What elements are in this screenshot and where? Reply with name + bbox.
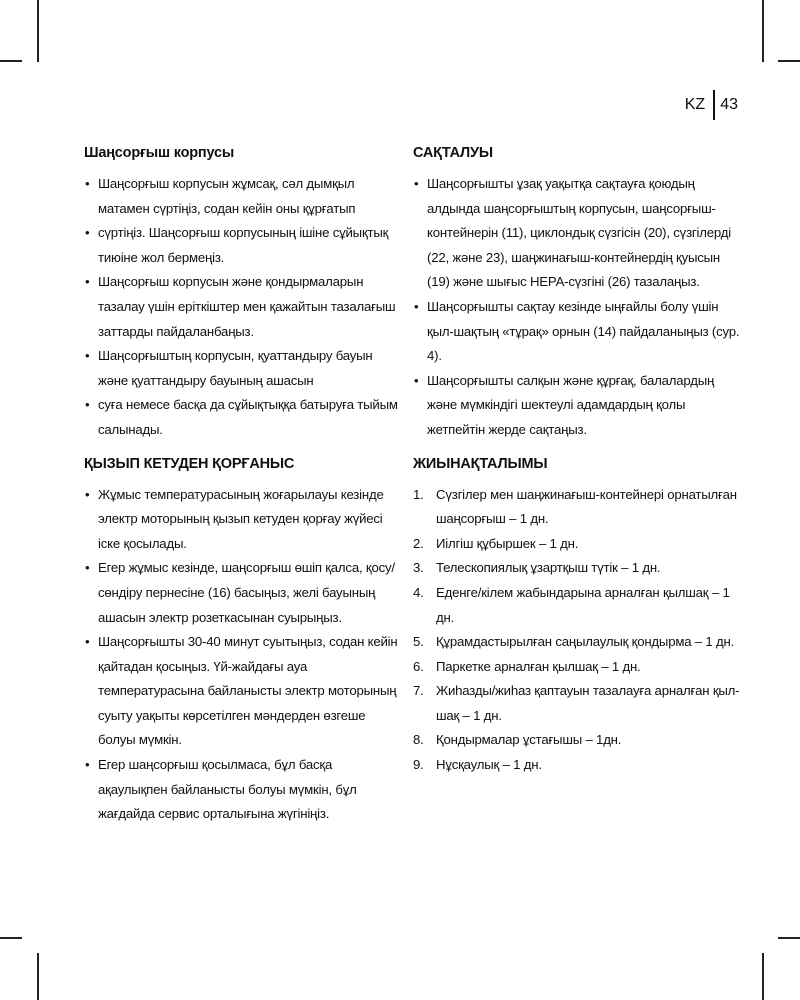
list-item: • сүртіңіз. Шаңсорғыш корпусының ішіне сұйықтық тиюіне жол бермеңіз. — [84, 221, 400, 270]
list-item: • Егер шаңсорғыш қосылмаса, бұл басқа ақаулықпен байланысты болуы мүмкін, бұл жағдайда сервис орталығына жүгініңіз. — [84, 753, 400, 827]
header-divider — [713, 90, 715, 120]
list-item: • Жұмыс температурасының жоғарылауы кезінде электр моторының қызып кетуден қорғау жүйесі іске қосылады. — [84, 483, 400, 557]
page-number: 43 — [720, 96, 738, 113]
list-item: • Шаңсорғышты салқын және құрғақ, балалардың және мүмкіндігі шектеулі адамдардың қолы жетпейтін жерде сақтаңыз. — [413, 369, 743, 443]
item-number: 1. — [413, 486, 424, 502]
package-contents-list — [413, 483, 743, 778]
item-text: Сүзгілер мен шаңжинағыш-контейнері орнатылған шаңсорғыш – 1 дн. — [436, 486, 737, 527]
list-item — [413, 483, 743, 532]
item-number: 3. — [413, 560, 424, 576]
crop-mark — [37, 953, 39, 1000]
item-text: Паркетке арналған қылшақ – 1 дн. — [436, 658, 641, 674]
item-number: 4. — [413, 584, 424, 600]
section-title-package-contents: ЖИЫНАҚТАЛЫМЫ — [413, 455, 548, 472]
item-number: 2. — [413, 535, 424, 551]
section-title-vacuum-body: Шаңсорғыш корпусы — [84, 145, 234, 161]
item-text: Телескопиялық ұзартқыш түтік – 1 дн. — [436, 560, 661, 576]
list-item — [413, 728, 743, 753]
item-text: Нұсқаулық – 1 дн. — [436, 757, 542, 773]
crop-mark — [0, 937, 22, 939]
item-number: 5. — [413, 634, 424, 650]
list-item — [413, 630, 743, 655]
vacuum-body-list — [84, 172, 400, 443]
crop-mark — [0, 60, 22, 62]
list-item: • Шаңсорғышты сақтау кезінде ыңғайлы болу үшін қыл-шақтың «тұрақ» орнын (14) пайдаланыңыз (сур. 4). — [413, 295, 743, 369]
item-number: 7. — [413, 683, 424, 699]
crop-mark — [778, 60, 800, 62]
list-item — [413, 581, 743, 630]
left-column — [84, 141, 400, 827]
item-text: Еденге/кілем жабындарына арналған қылшақ – 1 дн. — [436, 584, 730, 625]
list-item — [413, 679, 743, 728]
item-number: 9. — [413, 757, 424, 773]
item-text: Иілгіш құбыршек – 1 дн. — [436, 535, 579, 551]
right-column — [413, 141, 743, 778]
language-code: KZ — [684, 96, 706, 113]
list-item — [413, 556, 743, 581]
list-item: • Шаңсорғыш корпусын және қондырмаларын тазалау үшін еріткіштер мен қажайтын тазалағыш заттарды пайдаланбаңыз. — [84, 270, 400, 344]
item-text: Жиһазды/жиһаз қаптауын тазалауға арналған қыл-шақ – 1 дн. — [436, 683, 740, 723]
overheat-protection-list — [84, 483, 400, 827]
list-item — [413, 753, 743, 778]
list-item — [413, 655, 743, 680]
crop-mark — [778, 937, 800, 939]
list-item: • Егер жұмыс кезінде, шаңсорғыш өшіп қалса, қосу/сөндіру пернесіне (16) басыңыз, желі бауының ашасын электр розеткасынан суырыңыз. — [84, 556, 400, 630]
section-title-storage: САҚТАЛУЫ — [413, 145, 493, 161]
item-text: Қондырмалар ұстағышы – 1дн. — [436, 732, 622, 748]
crop-mark — [37, 0, 39, 62]
storage-list — [413, 172, 743, 443]
item-text: Құрамдастырылған саңылаулық қондырма – 1 дн. — [436, 634, 735, 650]
section-title-overheat-protection: ҚЫЗЫП КЕТУДЕН ҚОРҒАНЫС — [84, 455, 295, 472]
crop-mark — [762, 953, 764, 1000]
list-item: • Шаңсорғыш корпусын жұмсақ, сәл дымқыл матамен сүртіңіз, содан кейін оны құрғатып — [84, 172, 400, 221]
list-item: • Шаңсорғыштың корпусын, қуаттандыру бауын және қуаттандыру бауының ашасын — [84, 344, 400, 393]
item-number: 8. — [413, 732, 424, 748]
list-item — [413, 532, 743, 557]
item-number: 6. — [413, 658, 424, 674]
page-header — [685, 90, 738, 120]
list-item: • суға немесе басқа да сұйықтыққа батыруға тыйым салынады. — [84, 393, 400, 442]
list-item: • Шаңсорғышты 30-40 минут суытыңыз, содан кейін қайтадан қосыңыз. Үй-жайдағы ауа температурасына байланысты электр моторының суыту уақыты көрсетілген мәндерден өзгеше болуы мүмкін. — [84, 630, 400, 753]
crop-mark — [762, 0, 764, 62]
list-item: • Шаңсорғышты ұзақ уақытқа сақтауға қоюдың алдында шаңсорғыштың корпусын, шаңсорғыш-контейнерін (11), циклондық сүзгісін (20), сүзгілерді (22, және 23), шаңжинағыш-контейнердің қуысын (19) және шығыс НЕРА-сүзгіні (26) тазалаңыз. — [413, 172, 743, 295]
